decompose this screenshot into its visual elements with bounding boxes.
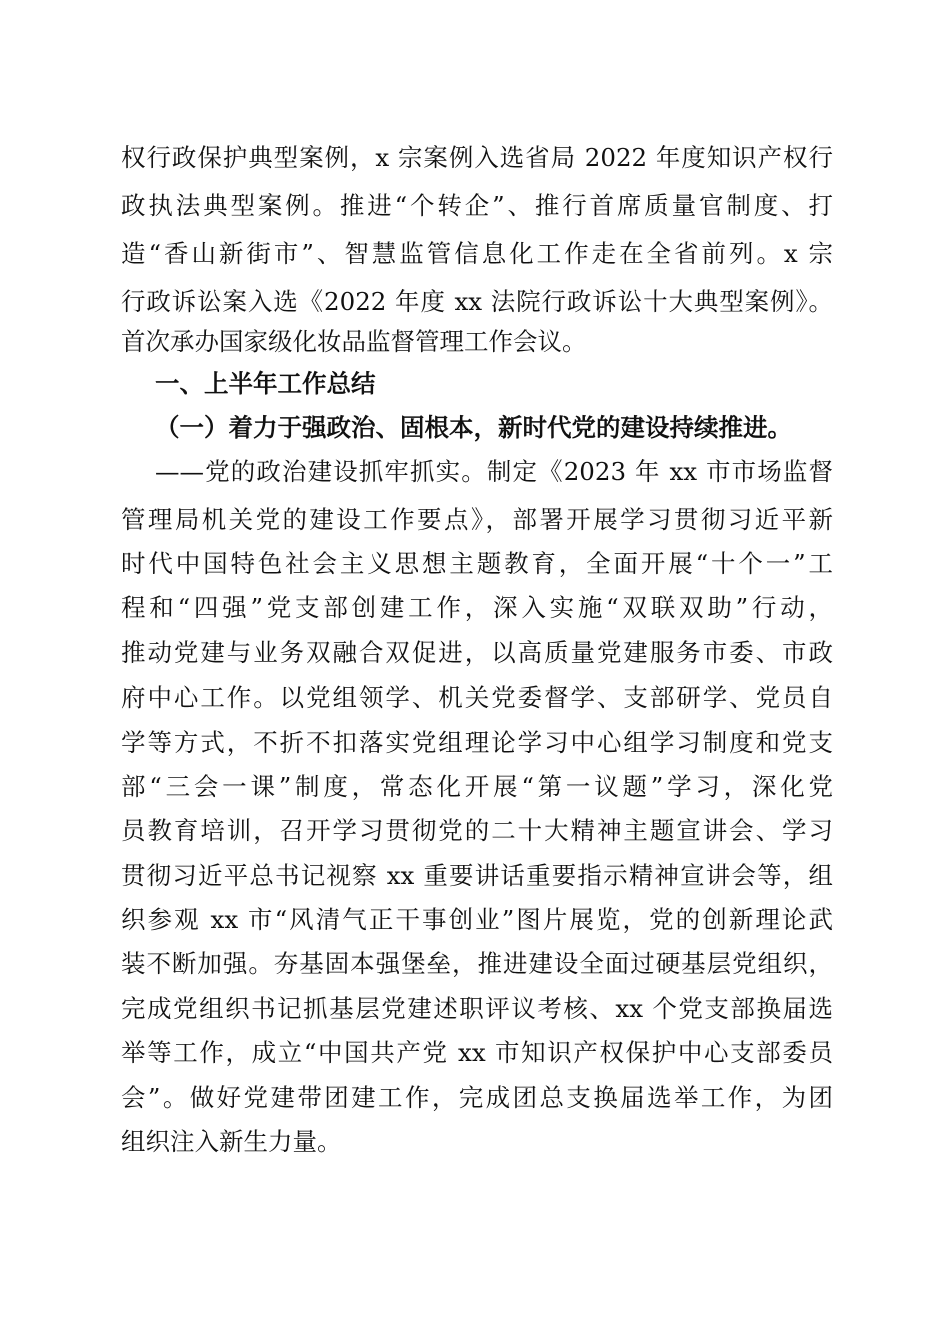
intro-line: 行政诉讼案入选《2022 年度 xx 法院行政诉讼十大典型案例》。: [121, 287, 833, 316]
body-line: 部“三会一课”制度，常态化开展“第一议题”学习，深化党: [121, 772, 833, 801]
section-heading: 一、上半年工作总结: [155, 369, 376, 398]
body-line: 管理局机关党的建设工作要点》，部署开展学习贯彻习近平新: [121, 505, 833, 534]
body-line: 学等方式，不折不扣落实党组理论学习中心组学习制度和党支: [121, 728, 833, 757]
body-line: 贯彻习近平总书记视察 xx 重要讲话重要指示精神宣讲会等，组: [121, 861, 833, 890]
body-line: 组织注入新生力量。: [121, 1127, 342, 1156]
intro-line: 政执法典型案例。推进“个转企”、推行首席质量官制度、打: [121, 191, 833, 220]
intro-line: 权行政保护典型案例，x 宗案例入选省局 2022 年度知识产权行: [121, 143, 833, 172]
body-line: 程和“四强”党支部创建工作，深入实施“双联双助”行动，: [121, 593, 833, 622]
body-line: 举等工作，成立“中国共产党 xx 市知识产权保护中心支部委员: [121, 1038, 833, 1067]
subsection-heading: （一）着力于强政治、固根本，新时代党的建设持续推进。: [155, 413, 792, 442]
body-line: 时代中国特色社会主义思想主题教育，全面开展“十个一”工: [121, 549, 833, 578]
body-line: 会”。做好党建带团建工作，完成团总支换届选举工作，为团: [121, 1083, 833, 1112]
body-line: 府中心工作。以党组领学、机关党委督学、支部研学、党员自: [121, 683, 833, 712]
body-line: ——党的政治建设抓牢抓实。制定《2023 年 xx 市市场监督: [155, 457, 833, 486]
body-line: 员教育培训，召开学习贯彻党的二十大精神主题宣讲会、学习: [121, 816, 833, 845]
body-line: 装不断加强。夯基固本强堡垒，推进建设全面过硬基层党组织，: [121, 949, 833, 978]
body-line: 织参观 xx 市“风清气正干事创业”图片展览，党的创新理论武: [121, 905, 833, 934]
body-line: 完成党组织书记抓基层党建述职评议考核、xx 个党支部换届选: [121, 994, 833, 1023]
intro-line: 首次承办国家级化妆品监督管理工作会议。: [121, 327, 587, 356]
body-line: 推动党建与业务双融合双促进，以高质量党建服务市委、市政: [121, 638, 833, 667]
intro-line: 造“香山新街市”、智慧监管信息化工作走在全省前列。x 宗: [121, 239, 833, 268]
